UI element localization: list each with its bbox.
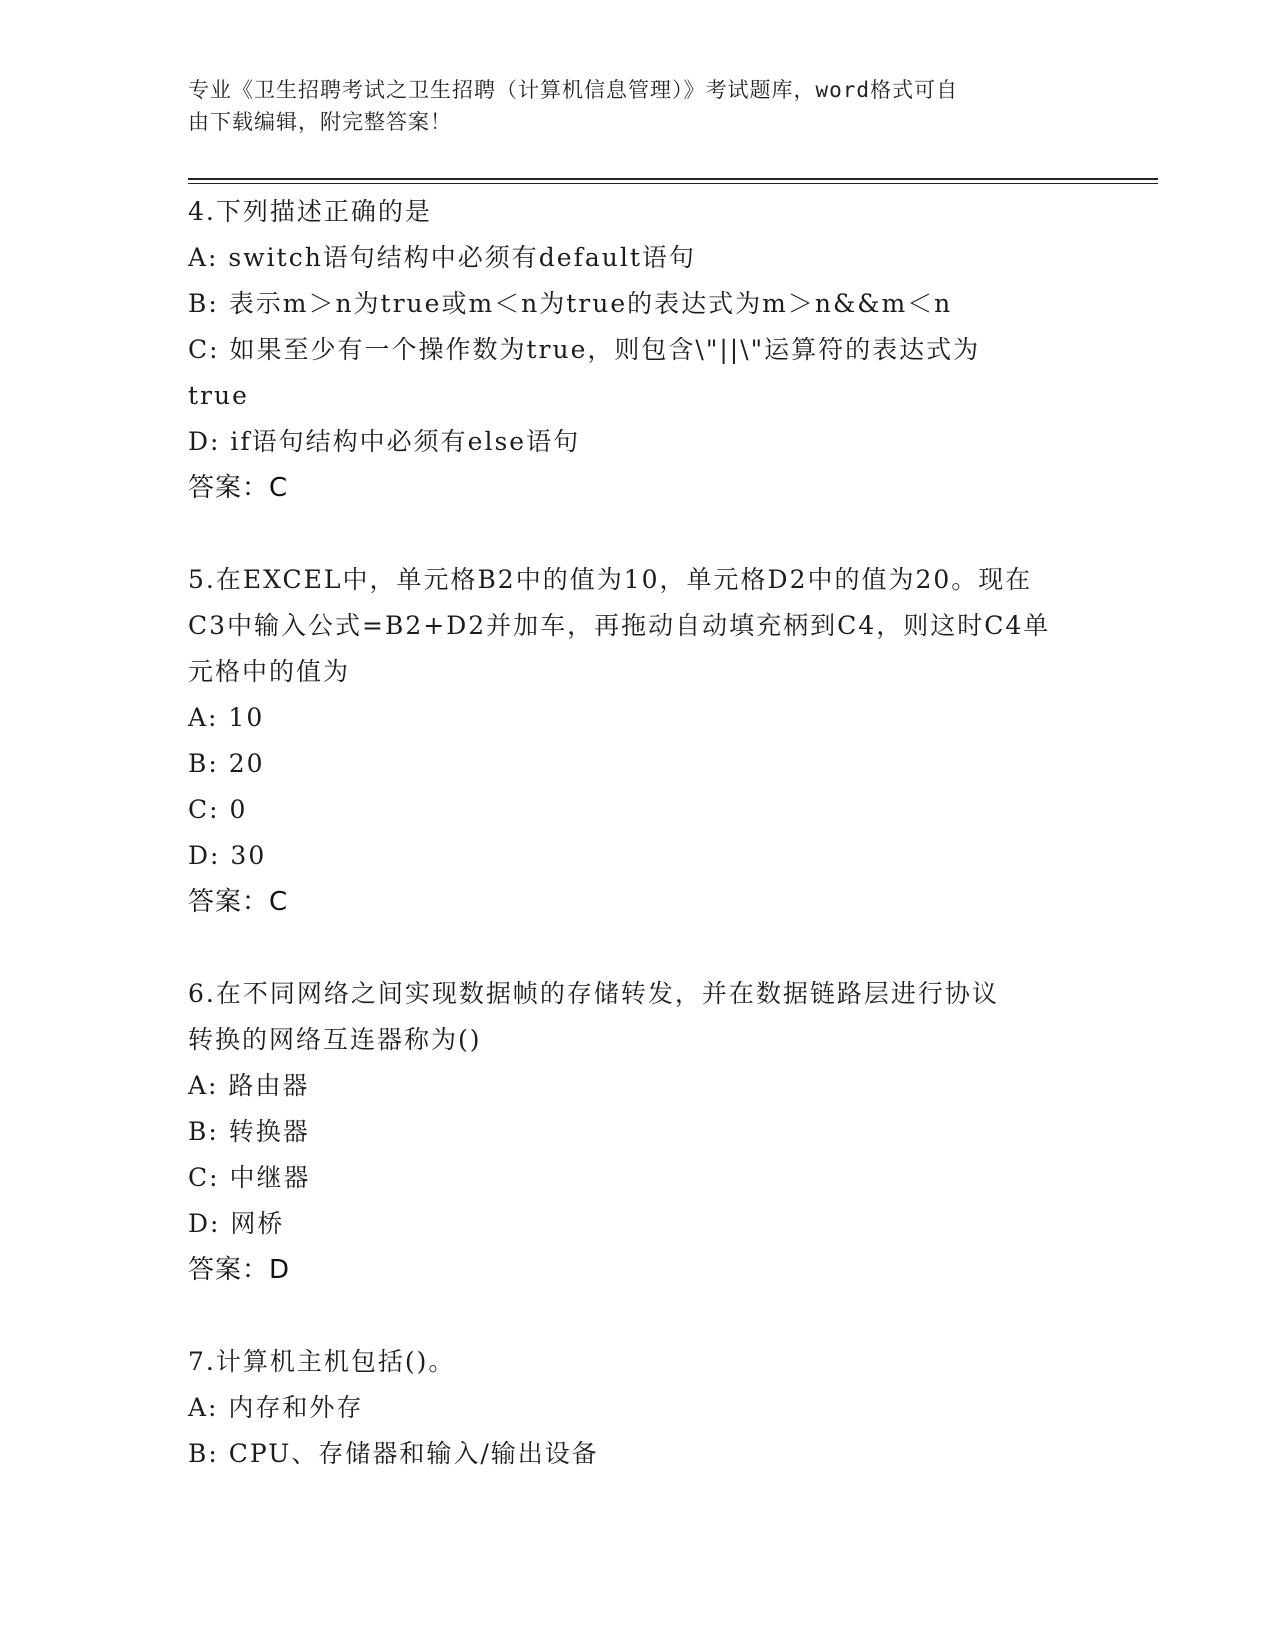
question-stem-line-2: 转换的网络互连器称为()	[188, 1025, 482, 1054]
spacer	[188, 925, 1088, 971]
header-line-2: 由下载编辑，附完整答案！	[188, 110, 452, 134]
question-5	[188, 557, 1088, 925]
document-header	[188, 74, 1068, 138]
answer-text: 答案：C	[188, 887, 289, 917]
question-stem-line-3: 元格中的值为	[188, 657, 351, 686]
answer-text: 答案：C	[188, 473, 289, 503]
option-b: B: 20	[188, 749, 265, 778]
option-a: A: switch语句结构中必须有default语句	[188, 243, 696, 272]
option-b: B: 表示m＞n为true或m＜n为true的表达式为m＞n&&m＜n	[188, 289, 953, 318]
option-c: C: 中继器	[188, 1163, 311, 1192]
question-6	[188, 971, 1088, 1293]
option-b: B: 转换器	[188, 1117, 310, 1146]
header-line-1: 专业《卫生招聘考试之卫生招聘（计算机信息管理）》考试题库，word格式可自	[188, 78, 959, 102]
option-d: D: if语句结构中必须有else语句	[188, 427, 581, 456]
question-list	[188, 189, 1088, 1477]
question-stem: 4.下列描述正确的是	[188, 197, 432, 226]
spacer	[188, 511, 1088, 557]
header-divider-thin	[188, 183, 1158, 184]
header-divider-thick	[188, 178, 1158, 180]
question-stem: 5.在EXCEL中，单元格B2中的值为10，单元格D2中的值为20。现在	[188, 565, 1033, 594]
question-4	[188, 189, 1088, 511]
option-b: B: CPU、存储器和输入/输出设备	[188, 1439, 599, 1468]
question-stem: 7.计算机主机包括()。	[188, 1347, 456, 1376]
option-d: D: 30	[188, 841, 267, 870]
question-stem: 6.在不同网络之间实现数据帧的存储转发，并在数据链路层进行协议	[188, 979, 999, 1008]
option-a: A: 内存和外存	[188, 1393, 364, 1422]
question-7	[188, 1339, 1088, 1477]
option-a: A: 路由器	[188, 1071, 310, 1100]
option-c: C: 0	[188, 795, 248, 824]
spacer	[188, 1293, 1088, 1339]
question-stem-line-2: C3中输入公式=B2+D2并加车，再拖动自动填充柄到C4，则这时C4单	[188, 611, 1051, 640]
option-d: D: 网桥	[188, 1209, 285, 1238]
option-a: A: 10	[188, 703, 265, 732]
option-c: C: 如果至少有一个操作数为true，则包含\"||\"运算符的表达式为	[188, 335, 981, 364]
option-c-continued: true	[188, 381, 249, 410]
answer-text: 答案：D	[188, 1255, 291, 1285]
